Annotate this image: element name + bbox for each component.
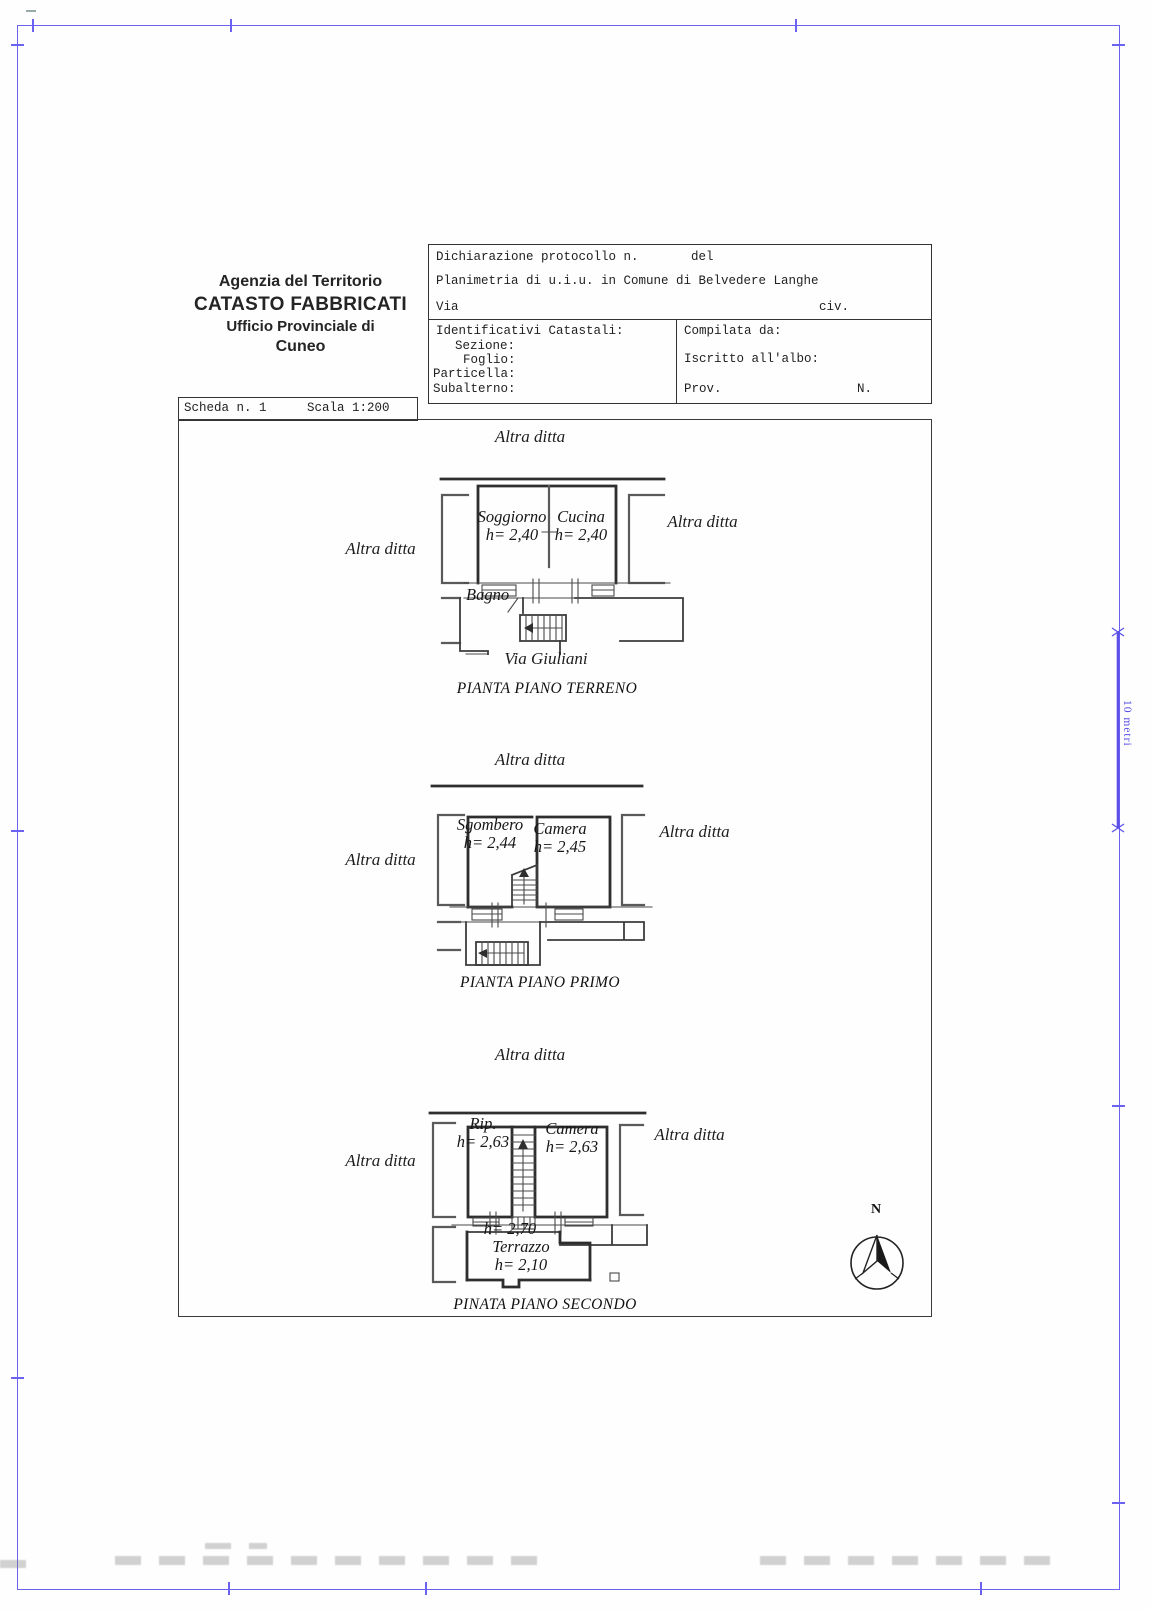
tick [1112, 44, 1125, 46]
tick [1112, 1502, 1125, 1504]
n-label: N. [857, 382, 873, 396]
room-label-bagno: Bagno [466, 585, 510, 604]
catasto-title: CATASTO FABBRICATI [194, 294, 407, 315]
sezione-label: Sezione: [455, 339, 516, 353]
room-name: Camera [533, 819, 587, 838]
room-name: Rip. [469, 1114, 497, 1133]
tick [795, 19, 797, 32]
scheda-number: Scheda n. 1 [184, 401, 267, 415]
walls [432, 786, 652, 965]
street-label: Via Giuliani [504, 649, 588, 668]
form-divider-horizontal [429, 319, 931, 320]
scanner-artifact [205, 1543, 267, 1549]
neighbor-label-right: Altra ditta [654, 1125, 725, 1144]
tick [425, 1582, 427, 1595]
floor-plan-primo-drawing [420, 772, 710, 967]
iscritto-albo-label: Iscritto all'albo: [684, 352, 820, 366]
neighbor-label-top: Altra ditta [494, 1045, 566, 1064]
room-label-terrazzo [462, 1238, 580, 1274]
tick [228, 1582, 230, 1595]
room-height: h= 2,63 [456, 1132, 510, 1151]
scanner-artifact [115, 1556, 545, 1565]
scala-value: Scala 1:200 [307, 401, 390, 415]
office-city: Cuneo [275, 338, 326, 355]
room-height: h= 2,45 [533, 837, 587, 856]
subalterno-label: Subalterno: [433, 382, 516, 396]
particella-label: Particella: [433, 367, 516, 381]
compilata-da-label: Compilata da: [684, 324, 782, 338]
room-label-camera [522, 1120, 622, 1156]
room-name: Cucina [557, 507, 605, 526]
room-name: Terrazzo [492, 1237, 550, 1256]
scanner-artifact [0, 1560, 26, 1568]
tick [1112, 1105, 1125, 1107]
scheda-box [178, 397, 418, 421]
room-height: h= 2,44 [463, 833, 517, 852]
tick [980, 1582, 982, 1595]
room-height: h= 2,40 [485, 525, 539, 544]
neighbor-label-left: Altra ditta [345, 1151, 416, 1170]
tick [230, 19, 232, 32]
landing-height-label: h= 2,70 [483, 1219, 537, 1238]
civ-label: civ. [819, 300, 850, 314]
room-label-camera [510, 820, 610, 856]
neighbor-label-left: Altra ditta [345, 850, 416, 869]
foglio-label: Foglio: [463, 353, 516, 367]
neighbor-label-left: Altra ditta [345, 539, 416, 558]
via-label: Via [436, 300, 459, 314]
stairs [520, 615, 566, 641]
neighbor-label-right: Altra ditta [659, 822, 730, 841]
dichiarazione-label: Dichiarazione protocollo n. [436, 250, 639, 264]
corner-mark [26, 10, 36, 12]
neighbor-label-right: Altra ditta [667, 512, 738, 531]
office-header [178, 271, 423, 357]
room-height: h= 2,63 [545, 1137, 599, 1156]
planimetria-label: Planimetria di u.i.u. in Comune di Belvedere Langhe [436, 274, 819, 288]
room-label-cucina [531, 508, 631, 544]
room-name: Soggiorno [477, 507, 547, 526]
tick [11, 830, 24, 832]
neighbor-label-top: Altra ditta [494, 427, 566, 446]
office-line: Ufficio Provinciale di [226, 318, 375, 335]
tick [32, 19, 34, 32]
stairs-lower [476, 942, 528, 965]
scanner-artifact [760, 1556, 1055, 1565]
protocol-form [428, 244, 932, 404]
plan-caption-primo: PIANTA PIANO PRIMO [460, 974, 620, 991]
identificativi-title: Identificativi Catastali: [436, 324, 624, 338]
north-compass-icon [845, 1226, 909, 1296]
room-name: Sgombero [456, 815, 524, 834]
agency-name: Agenzia del Territorio [218, 273, 383, 290]
del-label: del [691, 250, 714, 264]
form-divider-vertical [676, 319, 677, 403]
room-label-rip [437, 1115, 529, 1151]
room-height: h= 2,40 [554, 525, 608, 544]
scale-bar-label: 10 metri [1121, 700, 1133, 747]
neighbor-label-top: Altra ditta [494, 750, 566, 769]
room-name: Camera [545, 1119, 599, 1138]
tick [11, 44, 24, 46]
tick [11, 1377, 24, 1379]
room-height: h= 2,10 [494, 1255, 548, 1274]
floor-plan-terreno-drawing [420, 455, 710, 655]
north-label: N [870, 1202, 882, 1217]
plan-caption-secondo: PINATA PIANO SECONDO [453, 1296, 637, 1313]
plan-caption-terreno: PIANTA PIANO TERRENO [456, 680, 638, 697]
stairs-upper [512, 865, 537, 907]
prov-label: Prov. [684, 382, 722, 396]
